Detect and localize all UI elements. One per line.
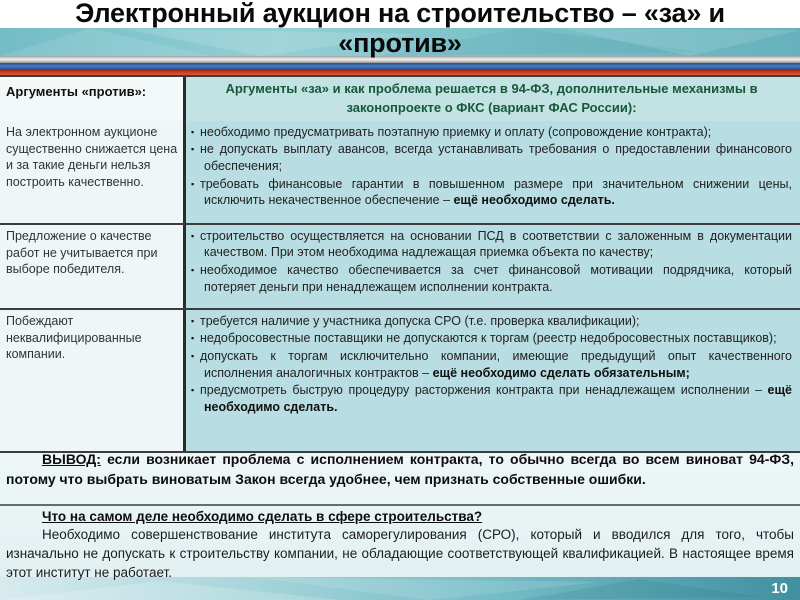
conclusion-text: если возникает проблема с исполнением контракта, то обычно всегда во всем виноват 94-ФЗ, потому что выбрать виноватым Закон всегда удобнее, чем признать собственные ошибки. xyxy=(6,451,794,488)
table-row xyxy=(0,121,800,223)
bullet-item xyxy=(191,348,792,381)
against-cell: Побеждают неквалифицированные компании. xyxy=(0,310,186,451)
horizontal-divider xyxy=(0,504,800,506)
bullet-text: необходимое качество обеспечивается за счет финансовой мотивации подрядчика, который потеряет деньги при ненадлежащем исполнении контракта. xyxy=(200,262,792,294)
table-header-row xyxy=(0,77,800,121)
flag-tricolor-decor xyxy=(0,56,800,75)
bullet-text: недобросовестные поставщики не допускаются к торгам (реестр недобросовестных поставщиков); xyxy=(200,331,777,346)
header-pro-cell xyxy=(186,77,800,121)
square-bullet-icon: ▪ xyxy=(191,315,195,326)
square-bullet-icon: ▪ xyxy=(191,350,195,361)
bullet-text-bold: ещё необходимо сделать. xyxy=(453,193,615,208)
question-answer: Необходимо совершенствование института саморегулирования (СРО), который и вводился для того, чтобы изначально не допускать к строительству компании, не обладающие соответствующей квалификацией. В настоящее время этот институт не работает. xyxy=(6,527,794,580)
square-bullet-icon: ▪ xyxy=(191,178,195,189)
conclusion-label: ВЫВОД: xyxy=(42,451,101,467)
header-pro-text: Аргументы «за» и как проблема решается в 94-ФЗ, дополнительные механизмы в законопроекте о ФКС (вариант ФАС России): xyxy=(225,81,758,115)
bullet-item xyxy=(191,330,792,347)
conclusion-paragraph xyxy=(0,449,800,490)
square-bullet-icon: ▪ xyxy=(191,385,195,396)
page-number: 10 xyxy=(771,580,788,597)
question-section xyxy=(0,509,800,583)
table-row xyxy=(0,223,800,308)
question-heading: Что на самом деле необходимо сделать в сфере строительства? xyxy=(42,509,483,524)
page-title: Электронный аукцион на строительство – «за» и «против» xyxy=(75,0,725,59)
bullet-item xyxy=(191,176,792,209)
bullet-text: предусмотреть быструю процедуру расторжения контракта при ненадлежащем исполнении – xyxy=(200,383,768,398)
bullet-item xyxy=(191,313,792,330)
pro-cell xyxy=(186,225,800,308)
pro-cell xyxy=(186,310,800,451)
square-bullet-icon: ▪ xyxy=(191,230,195,241)
pro-cell xyxy=(186,121,800,223)
arguments-table xyxy=(0,75,800,453)
bullet-item xyxy=(191,141,792,174)
table-row xyxy=(0,308,800,451)
bullet-text: строительство осуществляется на основании ПСД в соответствии с заложенным в документации качеством. При этом необходима надлежащая приемка объекта по качеству; xyxy=(200,228,792,260)
bullet-item xyxy=(191,228,792,261)
square-bullet-icon: ▪ xyxy=(191,333,195,344)
bullet-item xyxy=(191,382,792,415)
square-bullet-icon: ▪ xyxy=(191,144,195,155)
bullet-text: допускать к торгам исключительно компании, имеющие предыдущий опыт качественного исполнения аналогичных контрактов – xyxy=(200,348,792,380)
square-bullet-icon: ▪ xyxy=(191,264,195,275)
bullet-text: требуется наличие у участника допуска СРО (т.е. проверка квалификации); xyxy=(200,313,640,328)
header-against-cell: Аргументы «против»: xyxy=(0,77,186,121)
table-body xyxy=(0,121,800,451)
against-cell: На электронном аукционе существенно снижается цена и за такие деньги нельзя построить качественно. xyxy=(0,121,186,223)
square-bullet-icon: ▪ xyxy=(191,126,195,137)
bullet-item xyxy=(191,262,792,295)
against-cell: Предложение о качестве работ не учитывается при выборе победителя. xyxy=(0,225,186,308)
bullet-item xyxy=(191,124,792,141)
bullet-text-bold: ещё необходимо сделать обязательным; xyxy=(432,365,690,380)
bullet-text-bold: ещё необходимо сделать. xyxy=(204,383,792,414)
bullet-text: требовать финансовые гарантии в повышенном размере при значительном снижении цены, исключить некачественное обеспечение – xyxy=(200,176,792,208)
bullet-text: не допускать выплату авансов, всегда устанавливать требования о предоставлении финансового обеспечения; xyxy=(200,142,792,173)
bullet-text: необходимо предусматривать поэтапную приемку и оплату (сопровождение контракта); xyxy=(200,124,712,139)
